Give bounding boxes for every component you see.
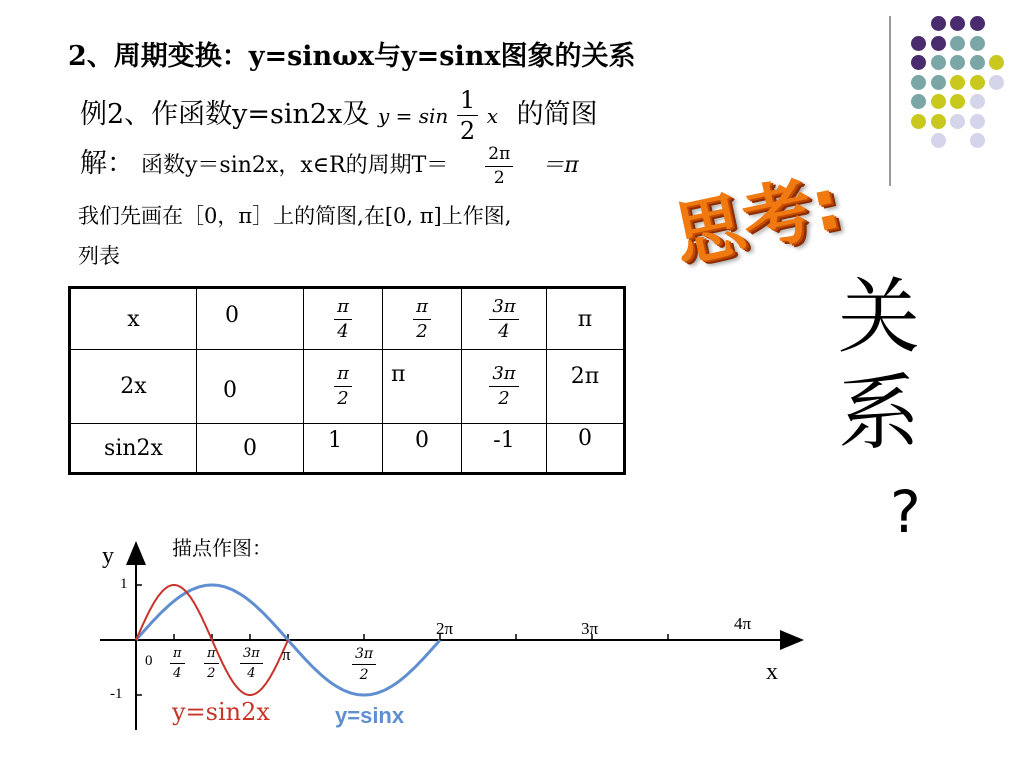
x-tick-label: $\frac{3\pi}{4}$ (240, 647, 263, 680)
cell-value: 0 (547, 424, 625, 474)
x-axis-label: x (766, 659, 778, 685)
cell-value: -1 (462, 424, 547, 474)
cell-value: $\frac{\pi}{2}$ (304, 350, 383, 424)
period-den: 2 (493, 167, 505, 188)
cell-value: 0 (197, 350, 304, 424)
cell-value: 1 (304, 424, 383, 474)
example-prefix: 例2、作函数y=sin2x及 (80, 99, 370, 130)
fx-right: x (486, 104, 498, 128)
x-tick-label: 4π (734, 614, 752, 633)
cell-value: 0 (197, 424, 304, 474)
cell-value: π (383, 350, 462, 424)
y-tick-label: 1 (120, 576, 128, 592)
solution-label: 解： (80, 148, 134, 179)
cell-value: 0 (197, 288, 304, 350)
think-wordart: 思考: (666, 162, 848, 278)
cell-value: π (547, 288, 625, 350)
origin-label: 0 (145, 653, 153, 669)
cell-value: $\frac{3\pi}{2}$ (462, 350, 547, 424)
fx-den: 2 (459, 117, 476, 145)
cell-value: 0 (383, 424, 462, 474)
y-tick-label: -1 (110, 686, 123, 702)
period-result: ＝π (542, 153, 579, 178)
x-tick-label: 2π (436, 619, 454, 638)
x-tick-label: $\frac{3\pi}{2}$ (352, 647, 376, 682)
cell-value: $\frac{\pi}{4}$ (304, 288, 383, 350)
cell-value: $\frac{3\pi}{4}$ (462, 288, 547, 350)
x-tick-label: 3π (581, 619, 599, 638)
y-axis-label: y (102, 543, 114, 569)
x-tick-label: π (282, 645, 291, 664)
graph-caption: 描点作图： (172, 536, 272, 560)
question-mark: ? (890, 478, 921, 546)
row-label-sin2x: sin2x (70, 424, 197, 474)
x-tick-label: $\frac{\pi}{4}$ (170, 647, 185, 680)
page-title: 2、周期变换：y=sinωx与y=sinx图象的关系 (68, 41, 636, 72)
cell-value: $\frac{\pi}{2}$ (383, 288, 462, 350)
relation-char: 关 (838, 270, 921, 365)
list-label: 列表 (78, 244, 120, 268)
row-label-2x: 2x (70, 350, 197, 424)
x-tick-label: $\frac{\pi}{2}$ (204, 647, 219, 680)
relation-char: 系 (838, 366, 921, 461)
cell-value: 2π (547, 350, 625, 424)
fx-num: 1 (457, 88, 478, 116)
legend-sin2x: y=sin2x (172, 698, 270, 726)
period-num: 2π (485, 146, 513, 167)
row-label-x: x (70, 288, 197, 350)
fx-left: y = sin (377, 104, 449, 128)
solution-text: 函数y＝sin2x，x∈R的周期T＝ (141, 153, 449, 178)
example-suffix: 的简图 (516, 99, 598, 130)
legend-sinx: y=sinx (335, 703, 405, 728)
instruction-line: 我们先画在［0，π］上的简图,在[0, π]上作图, (78, 204, 512, 228)
